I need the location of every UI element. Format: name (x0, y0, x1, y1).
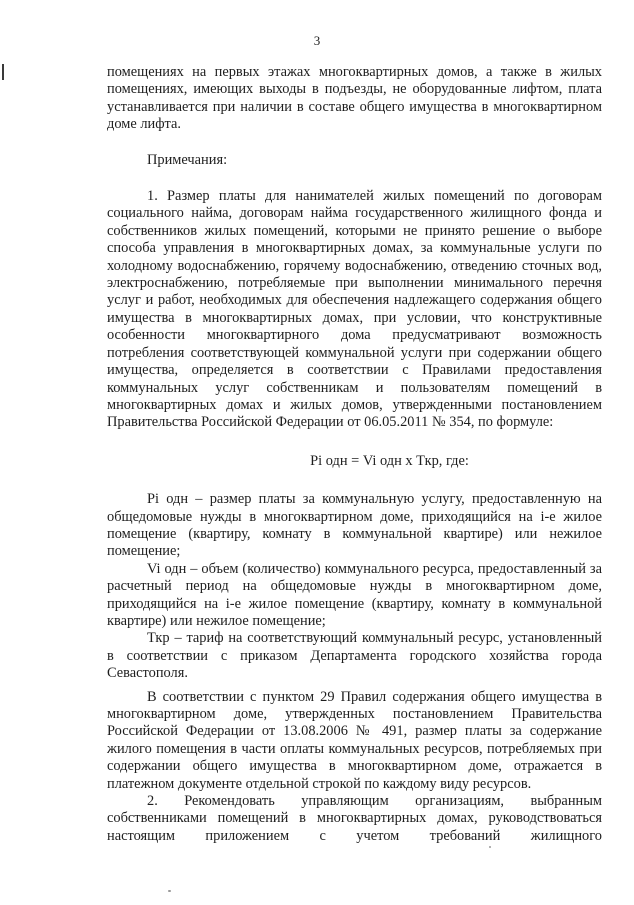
continuation-paragraph: помещениях на первых этажах многоквартирных домов, а также в жилых помещениях, имеющих выходы в подъезды, не оборудованные лифтом, плата устанавливается при наличии в составе общего имущества в многоквартирном доме лифта. (107, 64, 602, 133)
definition-pi: Pi одн – размер платы за коммунальную услугу, предоставленную на общедомовые нужды в многоквартирном доме, приходящийся на i-е жилое помещение (квартиру, комнату в коммунальной квартире) или нежилое помещение; (107, 491, 602, 560)
scan-speck (489, 846, 491, 848)
scan-margin-mark (2, 64, 4, 80)
definition-vi: Vi одн – объем (количество) коммунального ресурса, предоставленный за расчетный период на общедомовые нужды в многоквартирном доме, приходящийся на i-е жилое помещение (квартиру, комнату в коммунальной квартире) или нежилое помещение; (107, 560, 602, 629)
paragraph-29: В соответствии с пунктом 29 Правил содержания общего имущества в многоквартирном доме, утвержденных постановлением Правительства Российской Федерации от 13.08.2006 № 491, размер платы за содержание жилого помещения в части оплаты коммунальных ресурсов, потребляемых при содержании общего имущества в многоквартирном доме, отражается в платежном документе отдельной строкой по каждому виду ресурсов. (107, 688, 602, 792)
note-2-paragraph: 2. Рекомендовать управляющим организациям, выбранным собственниками помещений в многоквартирных домах, руководствоваться настоящим приложением с учетом требований жилищного (107, 793, 602, 844)
definition-tkr: Ткр – тариф на соответствующий коммунальный ресурс, установленный в соответствии с приказом Департамента городского хозяйства города Севастополя. (107, 630, 602, 682)
notes-heading: Примечания: (147, 151, 228, 168)
document-body (107, 64, 602, 845)
scan-speck (168, 890, 171, 892)
note-1-paragraph: 1. Размер платы для нанимателей жилых помещений по договорам социального найма, договорам найма государственного жилищного фонда и собственников жилых помещений, которыми не принято решение о выборе способа управления в многоквартирных домах, за коммунальные услуги по холодному водоснабжению, горячему водоснабжению, отведению сточных вод, электроснабжению, потребляемые при выполнении минимального перечня услуг и работ, необходимых для обеспечения надлежащего содержания общего имущества в многоквартирных домах, при условии, что конструктивные особенности многоквартирного дома предусматривают возможность потребления соответствующей коммунальной услуги при содержании общего имущества, определяется в соответствии с Правилами предоставления коммунальных услуг собственникам и пользователям помещений в многоквартирных домах и жилых домов, утвержденными постановлением Правительства Российской Федерации от 06.05.2011 № 354, по формуле: (107, 188, 602, 431)
page-number: 3 (313, 33, 321, 48)
formula: Pi одн = Vi одн x Ткр, где: (310, 452, 469, 469)
